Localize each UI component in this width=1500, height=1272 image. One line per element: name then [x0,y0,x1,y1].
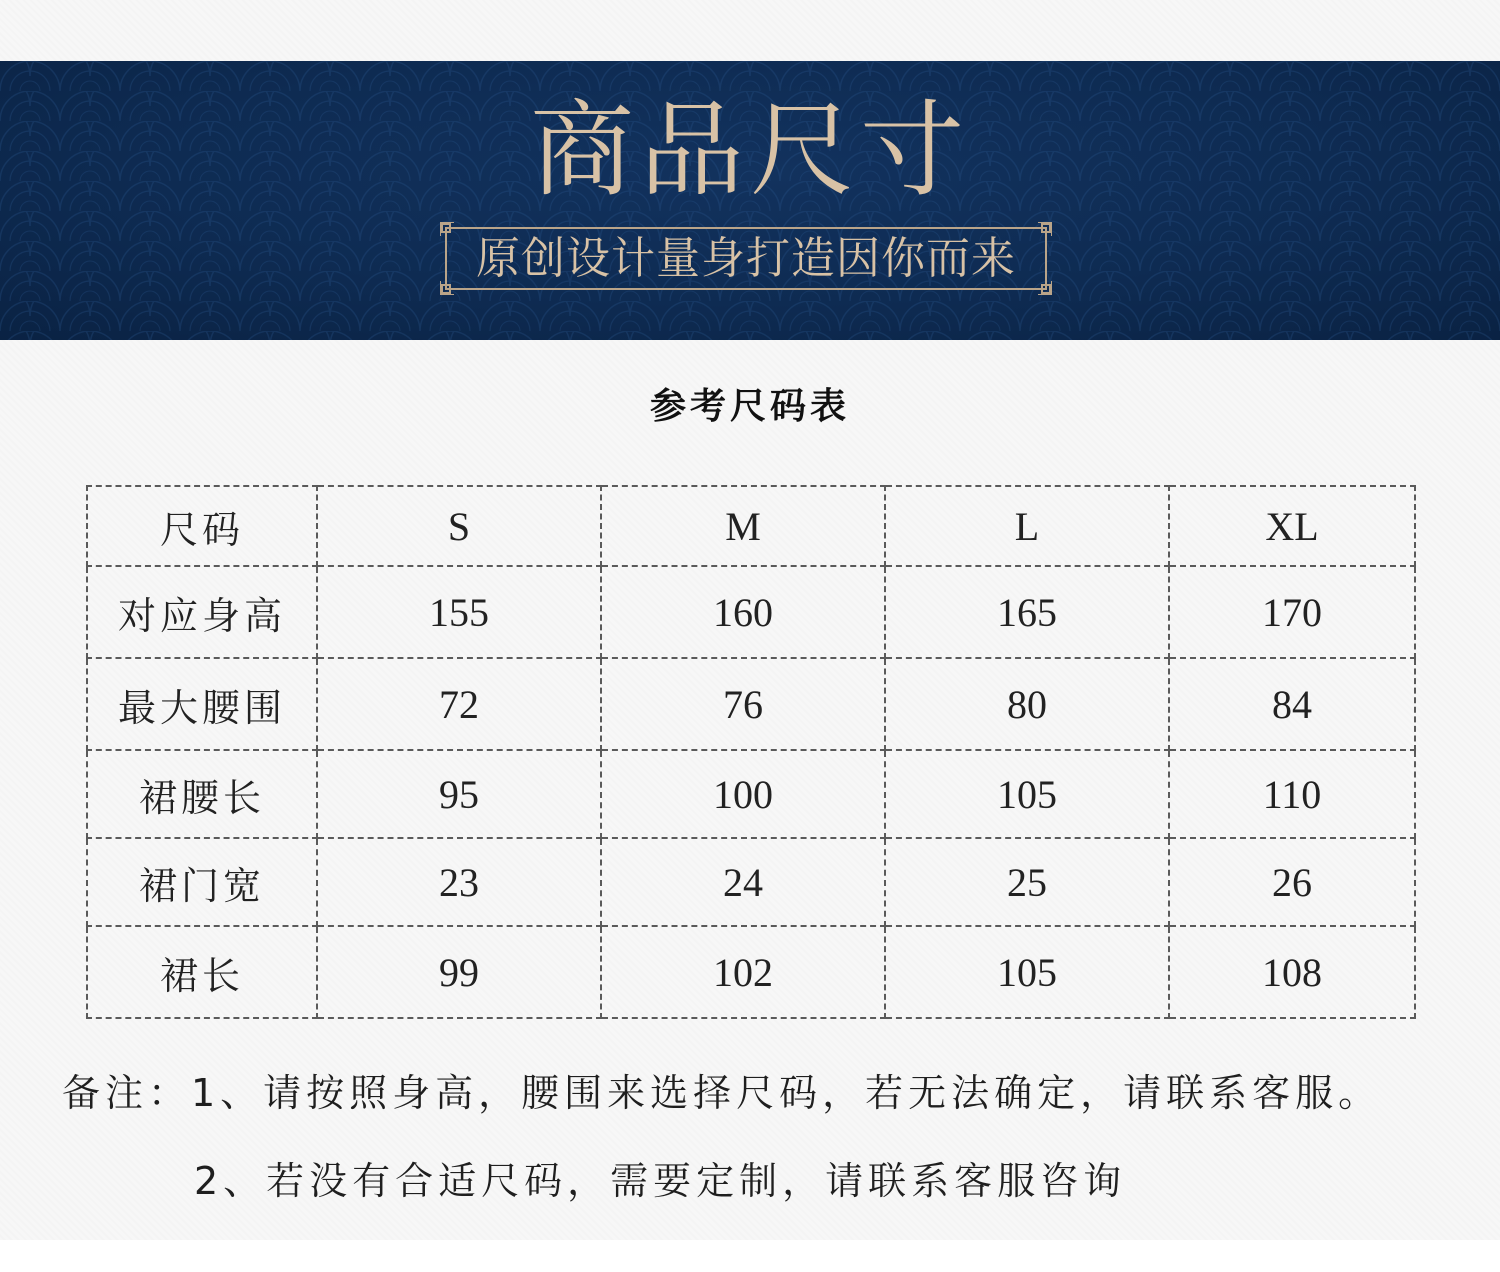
table-row [87,566,1415,658]
header-cell-m: M [601,486,885,566]
table-cell: 25 [885,838,1169,926]
banner-title: 商品尺寸 [529,89,970,211]
table-cell: 80 [885,658,1169,750]
table-cell: 84 [1169,658,1415,750]
table-cell: 165 [885,566,1169,658]
header-cell-size: 尺码 [87,486,317,566]
row-label-max-waist: 最大腰围 [87,658,317,750]
header-cell-s: S [317,486,601,566]
table-cell: 24 [601,838,885,926]
row-label-height: 对应身高 [87,566,317,658]
header-cell-l: L [885,486,1169,566]
size-chart-title: 参考尺码表 [649,386,850,427]
note-line-1: 备注：1、请按照身高，腰围来选择尺码，若无法确定，请联系客服。 [62,1071,1382,1115]
table-cell: 108 [1169,926,1415,1018]
note-line-2: 2、若没有合适尺码，需要定制，请联系客服咨询 [194,1159,1127,1203]
table-row [87,838,1415,926]
header-cell-xl: XL [1169,486,1415,566]
row-label-skirt-length: 裙长 [87,926,317,1018]
table-cell: 23 [317,838,601,926]
table-cell: 110 [1169,750,1415,838]
table-cell: 100 [601,750,885,838]
table-cell: 26 [1169,838,1415,926]
row-label-skirt-panel-width: 裙门宽 [87,838,317,926]
table-cell: 99 [317,926,601,1018]
table-cell: 72 [317,658,601,750]
bottom-strip [0,1240,1500,1272]
table-cell: 170 [1169,566,1415,658]
table-row [87,926,1415,1018]
table-cell: 160 [601,566,885,658]
table-cell: 102 [601,926,885,1018]
subtitle-frame-box [440,222,1052,295]
size-chart-table [86,485,1416,1019]
table-row [87,750,1415,838]
table-header-row [87,486,1415,566]
table-cell: 105 [885,750,1169,838]
table-cell: 155 [317,566,601,658]
header-banner [0,61,1500,340]
banner-subtitle: 原创设计量身打造因你而来 [476,233,1016,284]
row-label-skirt-waist-length: 裙腰长 [87,750,317,838]
table-cell: 105 [885,926,1169,1018]
table-cell: 95 [317,750,601,838]
table-row [87,658,1415,750]
table-cell: 76 [601,658,885,750]
